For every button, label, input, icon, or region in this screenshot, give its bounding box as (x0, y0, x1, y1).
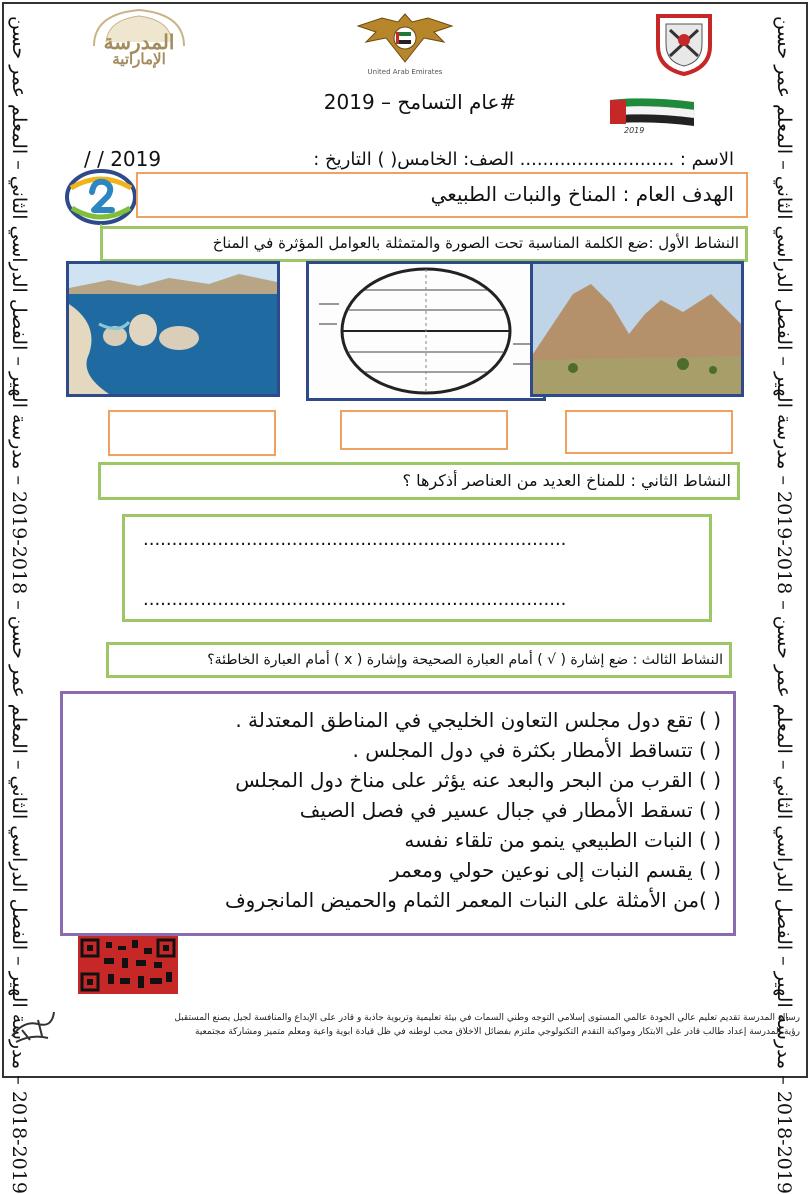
number-two-logo (64, 168, 138, 226)
side-text-right: 2018-2019 – مدرسة الهير – الفصل الدراسي الثاني – المعلم عمر حسن – 2018-2019 – مدرسة الهير – الفصل الدراسي الثاني – المعلم عمر حسن (773, 16, 795, 1194)
answer-box-3[interactable] (565, 410, 733, 454)
activity2-text: النشاط الثاني : للمناخ العديد من العناصر أذكرها ؟ (402, 471, 731, 490)
falcon-icon (352, 8, 458, 68)
answer-box-2[interactable] (340, 410, 508, 450)
footer-mission: رسالة المدرسة تقديم تعليم عالي الجودة عالمي المستوى إسلامي التوجه وطني السمات في بيئة تعليمية وتربوية جاذبة و قادر على الإبداع والمنافسة لجيل يصنع المستقبل (174, 1013, 800, 1023)
statement-3[interactable]: ( ) القرب من البحر والبعد عنه يؤثر على مناخ دول المجلس (235, 768, 721, 792)
year-title: #عام التسامح – 2019 (323, 90, 517, 114)
uae-flag (606, 96, 698, 142)
activity3-box (106, 642, 732, 678)
photo-climate-zones-diagram (306, 261, 546, 401)
photo-mountains (530, 261, 744, 397)
abu-dhabi-logo (652, 10, 716, 76)
activity1-text: النشاط الأول :ضع الكلمة المناسبة تحت الصورة والمتمثلة بالعوامل المؤثرة في المناخ (212, 234, 739, 252)
school-logo-line1: المدرسة (103, 30, 175, 54)
activity1-box (100, 226, 748, 262)
photo-sea (66, 261, 280, 397)
student-info-line: الاسم : ........................... الصف: الخامس( ) التاريخ : (313, 149, 734, 170)
statements-box (60, 691, 736, 936)
goal-text: الهدف العام : المناخ والنبات الطبيعي (430, 182, 734, 206)
answer-line-1: .......................................................................... (143, 529, 567, 550)
uae-emblem (352, 8, 458, 78)
activity2-box (98, 462, 740, 500)
statement-6[interactable]: ( ) يقسم النبات إلى نوعين حولي ومعمر (389, 858, 721, 882)
statement-1[interactable]: ( ) تقع دول مجلس التعاون الخليجي في المناطق المعتدلة . (235, 708, 721, 732)
calligraphy-icon (8, 1000, 58, 1050)
school-logo-line2: الإماراتية (112, 50, 166, 68)
activity3-text: النشاط الثالث : ضع إشارة ( √ ) أمام العبارة الصحيحة وإشارة ( x ) أمام العبارة الخاطئة؟ (207, 652, 723, 668)
answer-box-1[interactable] (108, 410, 276, 456)
side-text-left: 2018-2019 – مدرسة الهير – الفصل الدراسي الثاني – المعلم عمر حسن – 2018-2019 – مدرسة الهير – الفصل الدراسي الثاني – المعلم عمر حسن (8, 16, 30, 1194)
answer-line-2: .......................................................................... (143, 589, 567, 610)
goal-box (136, 172, 748, 218)
date-field: / / 2019 (84, 147, 162, 171)
emblem-caption: United Arab Emirates (367, 68, 443, 76)
statement-5[interactable]: ( ) النبات الطبيعي ينمو من تلقاء نفسه (404, 828, 721, 852)
qr-code[interactable] (78, 936, 178, 994)
footer-vision: رؤية المدرسة إعداد طالب قادر على الابتكار ومواكبة التقدم التكنولوجي ملتزم بفضائل الاخلاق محب لوطنه في ظل قيادة ابوية واعية ومعلم متميز ومشاركة مجتمعية (195, 1027, 800, 1037)
statement-2[interactable]: ( ) تتساقط الأمطار بكثرة في دول المجلس . (352, 738, 721, 762)
statement-7[interactable]: ( )من الأمثلة على النبات المعمر الثمام والحميض المانجروف (224, 888, 721, 912)
flag-caption: 2019 (624, 126, 645, 135)
school-logo (84, 6, 194, 70)
statement-4[interactable]: ( ) تسقط الأمطار في جبال عسير في فصل الصيف (299, 798, 721, 822)
activity2-answer-box[interactable] (122, 514, 712, 622)
